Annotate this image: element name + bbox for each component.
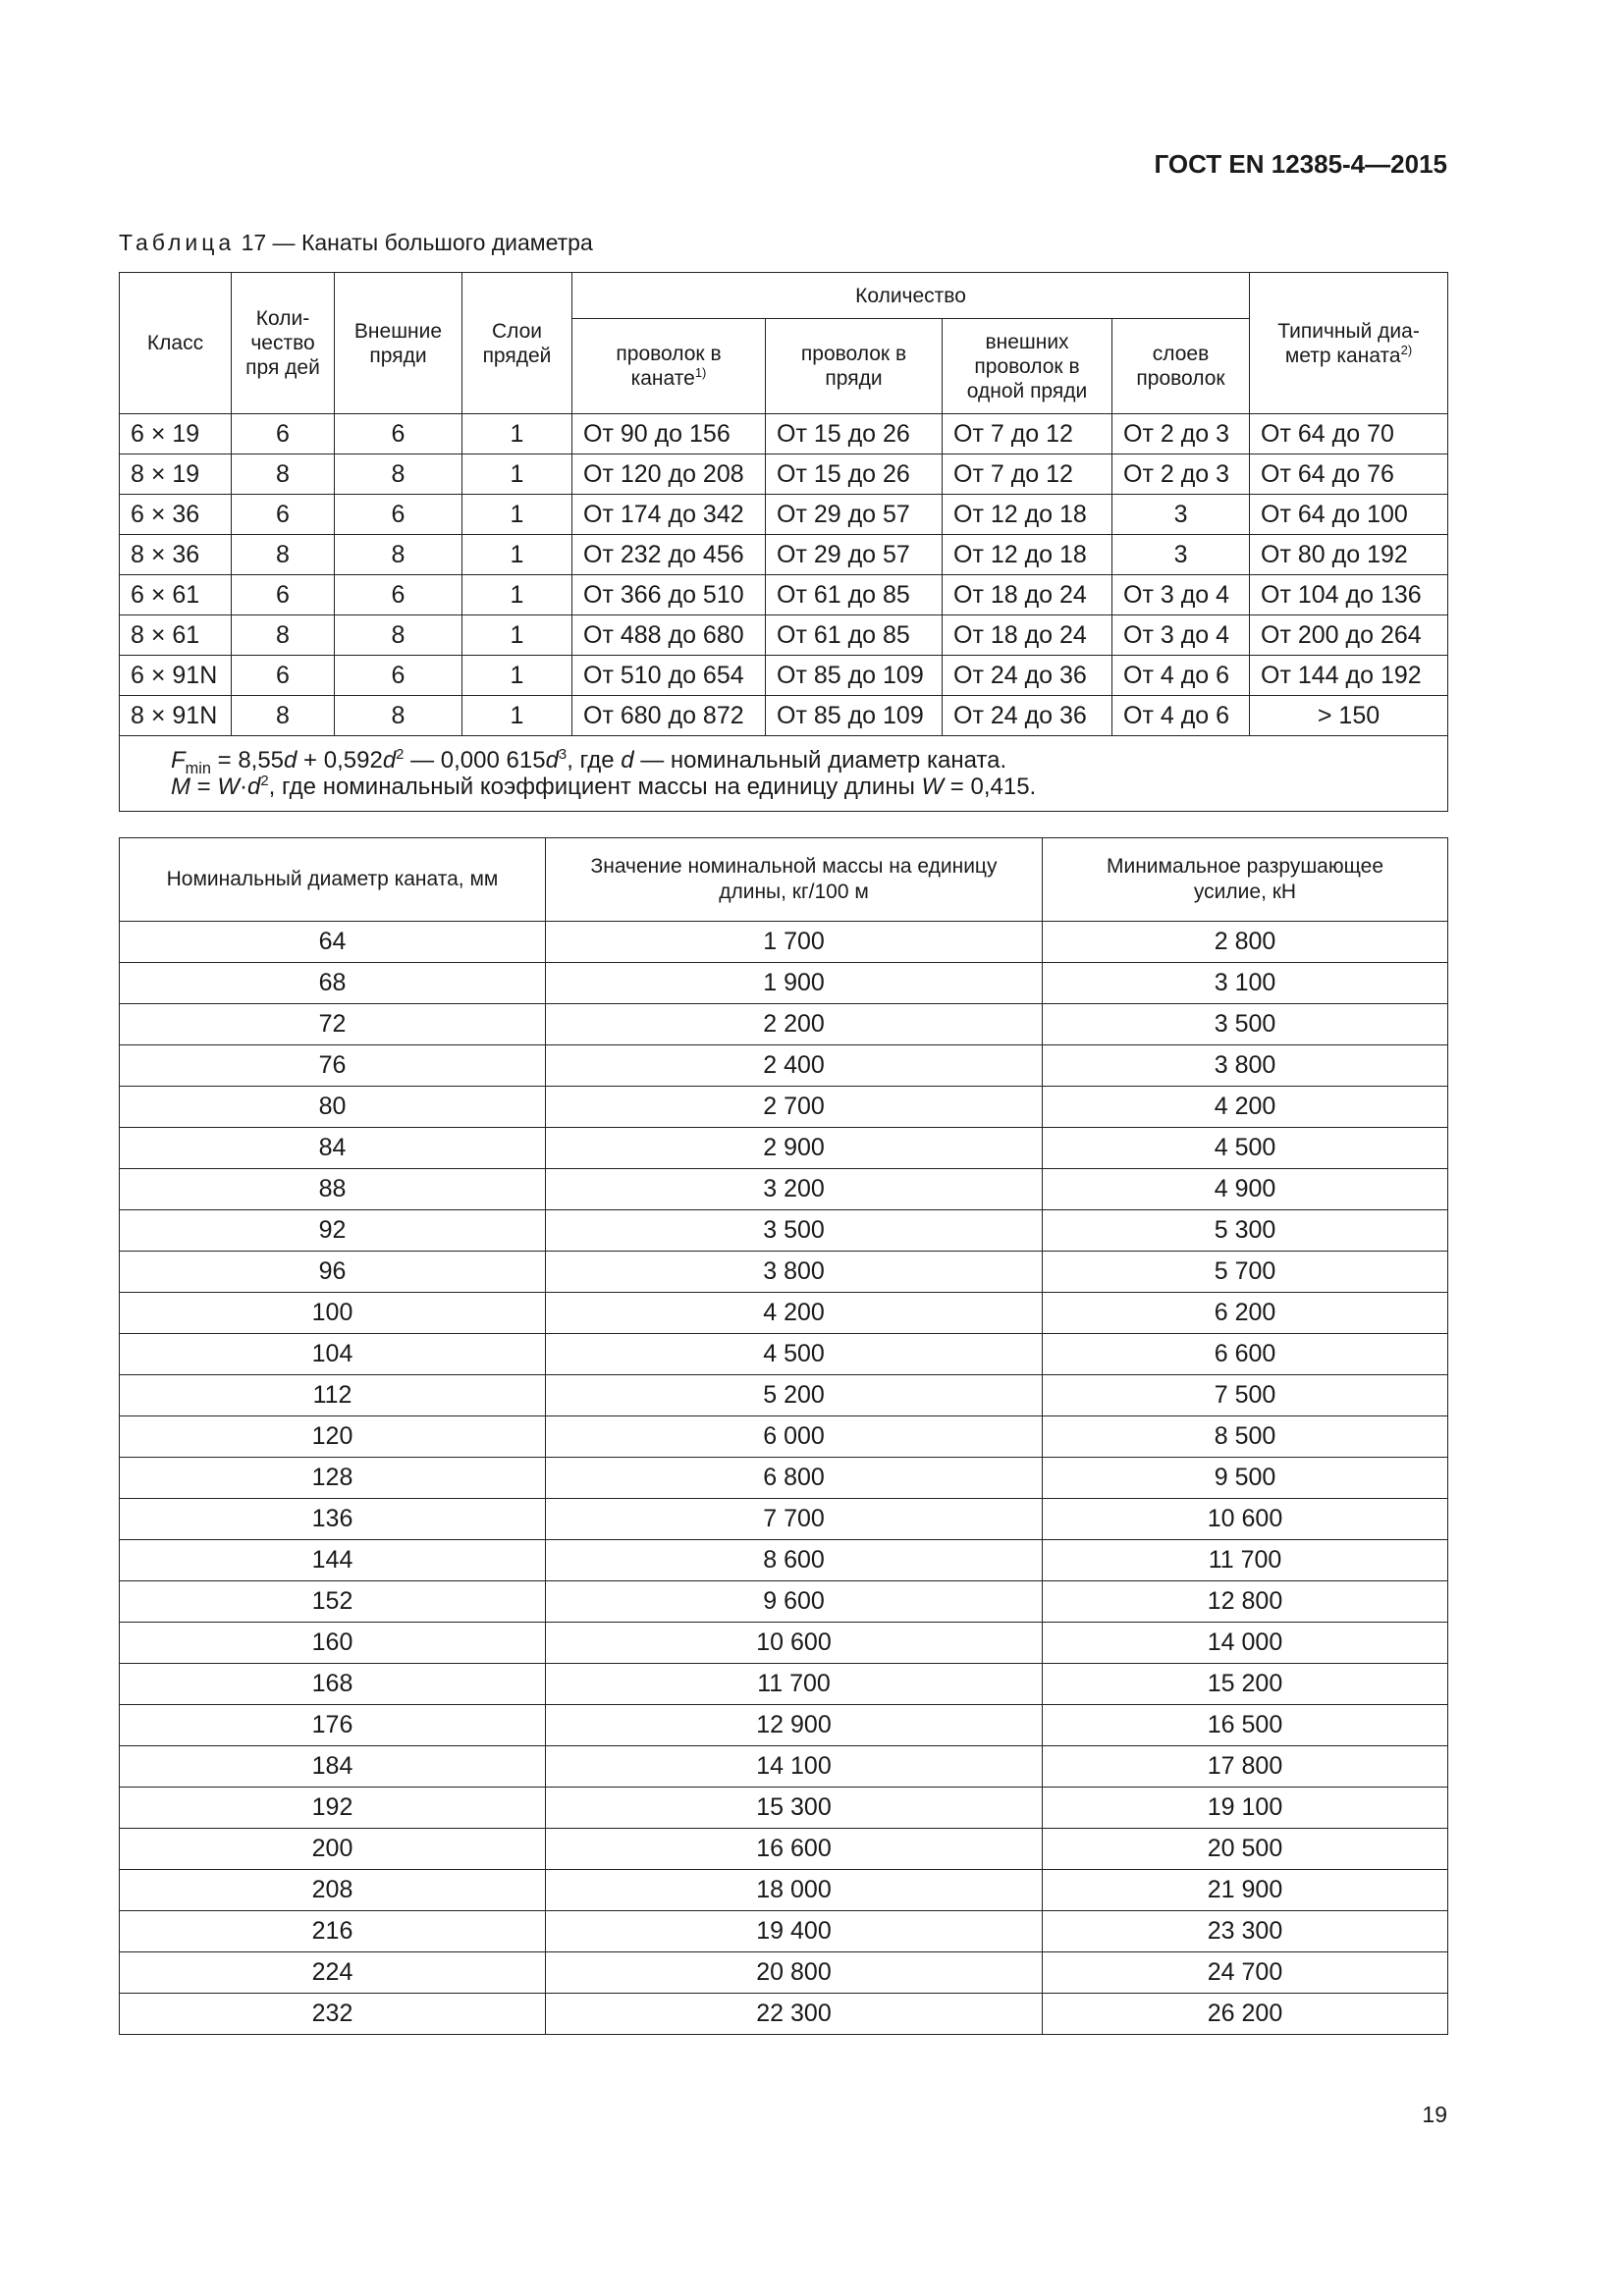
- table-cell: 92: [120, 1210, 546, 1252]
- table-cell: От 3 до 4: [1112, 615, 1250, 656]
- table-cell: 8: [335, 696, 462, 736]
- table-cell: 12 900: [546, 1705, 1043, 1746]
- table-cell: От 104 до 136: [1250, 575, 1448, 615]
- table-row: [120, 414, 1448, 454]
- table-cell: От 144 до 192: [1250, 656, 1448, 696]
- table-cell: От 488 до 680: [572, 615, 766, 656]
- mass-formula: $M = W\cdot d^2$, где номинальный коэффициент массы на единицу длины W = 0,415.: [171, 774, 1037, 800]
- table-cell: 1: [462, 495, 572, 535]
- table-cell: 184: [120, 1746, 546, 1788]
- table-cell: 1: [462, 454, 572, 495]
- table-cell: 15 200: [1043, 1664, 1448, 1705]
- table-row: [120, 1458, 1448, 1499]
- table-row: [120, 1004, 1448, 1045]
- table-row: [120, 1788, 1448, 1829]
- table-row: [120, 1293, 1448, 1334]
- table-cell: От 232 до 456: [572, 535, 766, 575]
- table-row: [120, 1252, 1448, 1293]
- table-cell: 3: [1112, 535, 1250, 575]
- table-cell: 8 × 91N: [120, 696, 232, 736]
- table-cell: 216: [120, 1911, 546, 1952]
- table-cell: 3: [1112, 495, 1250, 535]
- table-row: [120, 495, 1448, 535]
- table-row: [120, 454, 1448, 495]
- table-cell: 24 700: [1043, 1952, 1448, 1994]
- table-cell: От 12 до 18: [943, 535, 1112, 575]
- table-cell: 1: [462, 575, 572, 615]
- table-cell: 8 600: [546, 1540, 1043, 1581]
- table-cell: От 174 до 342: [572, 495, 766, 535]
- table-cell: От 64 до 100: [1250, 495, 1448, 535]
- table-cell: От 85 до 109: [766, 696, 943, 736]
- table-row: [120, 1746, 1448, 1788]
- table-cell: 6: [335, 414, 462, 454]
- header-class: Класс: [120, 273, 232, 414]
- table-cell: 84: [120, 1128, 546, 1169]
- table-cell: 8: [335, 454, 462, 495]
- table-cell: 192: [120, 1788, 546, 1829]
- table-cell: 208: [120, 1870, 546, 1911]
- table-row: [120, 1128, 1448, 1169]
- table-cell: 6: [232, 414, 335, 454]
- table-cell: От 7 до 12: [943, 454, 1112, 495]
- table-formula-note: [120, 736, 1448, 812]
- table-row: [120, 1416, 1448, 1458]
- table-row: [120, 1870, 1448, 1911]
- table-cell: 200: [120, 1829, 546, 1870]
- table-cell: От 29 до 57: [766, 535, 943, 575]
- table-cell: 20 800: [546, 1952, 1043, 1994]
- breaking-force-formula: $F_{min} = 8,55d + 0,592d^2$ — 0,000 $615d^3$, где d — номинальный диаметр каната.: [171, 747, 1007, 777]
- table-row: [120, 656, 1448, 696]
- table-cell: 72: [120, 1004, 546, 1045]
- table-row: [120, 1375, 1448, 1416]
- table-cell: 6: [232, 495, 335, 535]
- table-cell: От 29 до 57: [766, 495, 943, 535]
- page-number: 19: [1422, 2102, 1447, 2127]
- table-cell: 9 600: [546, 1581, 1043, 1623]
- table-cell: От 61 до 85: [766, 615, 943, 656]
- table-cell: 104: [120, 1334, 546, 1375]
- table-cell: 2 200: [546, 1004, 1043, 1045]
- table-cell: 4 500: [1043, 1128, 1448, 1169]
- header-wire-layers: слоев проволок: [1112, 319, 1250, 414]
- table-cell: 6: [232, 575, 335, 615]
- table-cell: 4 200: [546, 1293, 1043, 1334]
- table-cell: 12 800: [1043, 1581, 1448, 1623]
- table-cell: 8 × 61: [120, 615, 232, 656]
- header-nominal-mass: Значение номинальной массы на единицу длины, кг/100 м: [546, 838, 1043, 922]
- header-wires-in-rope: проволок в канате$^{1)}$: [572, 319, 766, 414]
- table-cell: От 18 до 24: [943, 575, 1112, 615]
- table-cell: 3 800: [546, 1252, 1043, 1293]
- table-cell: От 510 до 654: [572, 656, 766, 696]
- table-row: [120, 615, 1448, 656]
- table-row: [120, 1045, 1448, 1087]
- table-cell: 11 700: [546, 1664, 1043, 1705]
- table-cell: 14 000: [1043, 1623, 1448, 1664]
- table-cell: 2 400: [546, 1045, 1043, 1087]
- table-cell: 8 × 19: [120, 454, 232, 495]
- table-cell: 136: [120, 1499, 546, 1540]
- table-cell: 6 000: [546, 1416, 1043, 1458]
- table-caption-text: 17 — Канаты большого диаметра: [241, 230, 593, 255]
- table-cell: 224: [120, 1952, 546, 1994]
- header-outer-strands: Внешние пряди: [335, 273, 462, 414]
- table-cell: 64: [120, 922, 546, 963]
- header-strand-layers: Слои прядей: [462, 273, 572, 414]
- table-cell: 1 700: [546, 922, 1043, 963]
- document-code: ГОСТ EN 12385-4—2015: [1154, 149, 1447, 179]
- table-cell: 6: [335, 495, 462, 535]
- table-cell: От 64 до 70: [1250, 414, 1448, 454]
- table-row: [120, 1087, 1448, 1128]
- table-cell: От 4 до 6: [1112, 696, 1250, 736]
- header-outer-wires: внешних проволок в одной пряди: [943, 319, 1112, 414]
- table-cell: 76: [120, 1045, 546, 1087]
- table-cell: 19 100: [1043, 1788, 1448, 1829]
- table-cell: От 200 до 264: [1250, 615, 1448, 656]
- table-cell: 8: [232, 696, 335, 736]
- table-cell: 1: [462, 414, 572, 454]
- table-cell: 20 500: [1043, 1829, 1448, 1870]
- table-cell: 80: [120, 1087, 546, 1128]
- rope-class-table: [119, 272, 1448, 812]
- table-cell: 3 100: [1043, 963, 1448, 1004]
- table-cell: От 15 до 26: [766, 414, 943, 454]
- table-caption-label: Таблица: [119, 230, 236, 255]
- table-cell: От 2 до 3: [1112, 414, 1250, 454]
- table-cell: 5 700: [1043, 1252, 1448, 1293]
- table-row: [120, 1994, 1448, 2035]
- table-cell: От 61 до 85: [766, 575, 943, 615]
- table-cell: 160: [120, 1623, 546, 1664]
- table-cell: От 90 до 156: [572, 414, 766, 454]
- table-cell: 22 300: [546, 1994, 1043, 2035]
- table-cell: 21 900: [1043, 1870, 1448, 1911]
- header-nominal-diameter: Номинальный диаметр каната, мм: [120, 838, 546, 922]
- table-cell: 1: [462, 656, 572, 696]
- table-cell: 6: [335, 656, 462, 696]
- table-row: [120, 922, 1448, 963]
- table-row: [120, 1540, 1448, 1581]
- table-row: [120, 575, 1448, 615]
- table-cell: От 18 до 24: [943, 615, 1112, 656]
- table-cell: От 85 до 109: [766, 656, 943, 696]
- table-cell: От 680 до 872: [572, 696, 766, 736]
- table-cell: 6: [335, 575, 462, 615]
- table-cell: 100: [120, 1293, 546, 1334]
- table-cell: От 64 до 76: [1250, 454, 1448, 495]
- table-cell: 6 × 19: [120, 414, 232, 454]
- table-cell: 120: [120, 1416, 546, 1458]
- table-cell: 11 700: [1043, 1540, 1448, 1581]
- table-row: [120, 963, 1448, 1004]
- table-cell: 15 300: [546, 1788, 1043, 1829]
- table-cell: 6 600: [1043, 1334, 1448, 1375]
- table-cell: От 3 до 4: [1112, 575, 1250, 615]
- table-caption: [119, 230, 593, 256]
- table-cell: 1: [462, 696, 572, 736]
- table-cell: 144: [120, 1540, 546, 1581]
- table-cell: 3 500: [546, 1210, 1043, 1252]
- table-cell: 168: [120, 1664, 546, 1705]
- table-cell: От 2 до 3: [1112, 454, 1250, 495]
- table-cell: 88: [120, 1169, 546, 1210]
- table-cell: 3 500: [1043, 1004, 1448, 1045]
- table-cell: 5 200: [546, 1375, 1043, 1416]
- table-cell: 152: [120, 1581, 546, 1623]
- table-cell: 17 800: [1043, 1746, 1448, 1788]
- table-cell: От 12 до 18: [943, 495, 1112, 535]
- table-cell: 4 900: [1043, 1169, 1448, 1210]
- header-typical-diameter: Типичный диа- метр каната$^{2)}$: [1250, 273, 1448, 414]
- table-cell: 10 600: [1043, 1499, 1448, 1540]
- table-cell: От 80 до 192: [1250, 535, 1448, 575]
- table-cell: 8: [232, 535, 335, 575]
- table-cell: 26 200: [1043, 1994, 1448, 2035]
- table-cell: 2 800: [1043, 922, 1448, 963]
- table-row: [120, 535, 1448, 575]
- table-row: [120, 1952, 1448, 1994]
- table-cell: 232: [120, 1994, 546, 2035]
- table-cell: 68: [120, 963, 546, 1004]
- table-cell: 16 500: [1043, 1705, 1448, 1746]
- table-cell: От 15 до 26: [766, 454, 943, 495]
- table-cell: От 120 до 208: [572, 454, 766, 495]
- table-cell: 6 × 36: [120, 495, 232, 535]
- table-cell: 16 600: [546, 1829, 1043, 1870]
- table-row: [120, 1829, 1448, 1870]
- table-cell: От 24 до 36: [943, 656, 1112, 696]
- table-row: [120, 1911, 1448, 1952]
- table-cell: 3 800: [1043, 1045, 1448, 1087]
- table-cell: 128: [120, 1458, 546, 1499]
- table-cell: 19 400: [546, 1911, 1043, 1952]
- table-cell: 1: [462, 535, 572, 575]
- table-row: [120, 1334, 1448, 1375]
- table-cell: 23 300: [1043, 1911, 1448, 1952]
- table-cell: 8: [232, 454, 335, 495]
- table-cell: 96: [120, 1252, 546, 1293]
- table-row: [120, 1581, 1448, 1623]
- table-row: [120, 1499, 1448, 1540]
- table-row: [120, 1705, 1448, 1746]
- table-cell: 2 700: [546, 1087, 1043, 1128]
- table-cell: 176: [120, 1705, 546, 1746]
- table-cell: От 366 до 510: [572, 575, 766, 615]
- table-cell: 8 500: [1043, 1416, 1448, 1458]
- table-cell: От 4 до 6: [1112, 656, 1250, 696]
- table-cell: 1 900: [546, 963, 1043, 1004]
- table-cell: 8 × 36: [120, 535, 232, 575]
- table-cell: 6 × 61: [120, 575, 232, 615]
- table-cell: 112: [120, 1375, 546, 1416]
- table-cell: 7 500: [1043, 1375, 1448, 1416]
- table-cell: 6 800: [546, 1458, 1043, 1499]
- table-row: [120, 1623, 1448, 1664]
- rope-mass-force-table: [119, 837, 1448, 2035]
- table-cell: 6 200: [1043, 1293, 1448, 1334]
- table-cell: 6: [232, 656, 335, 696]
- table-cell: От 24 до 36: [943, 696, 1112, 736]
- table-cell: 3 200: [546, 1169, 1043, 1210]
- table-row: [120, 1210, 1448, 1252]
- table-cell: 6 × 91N: [120, 656, 232, 696]
- table-cell: 8: [335, 535, 462, 575]
- table-cell: От 7 до 12: [943, 414, 1112, 454]
- table-cell: 2 900: [546, 1128, 1043, 1169]
- table-cell: 4 500: [546, 1334, 1043, 1375]
- table-cell: 10 600: [546, 1623, 1043, 1664]
- header-strand-count: Коли- чество пря дей: [232, 273, 335, 414]
- table-row: [120, 696, 1448, 736]
- table-cell: 4 200: [1043, 1087, 1448, 1128]
- table-cell: 8: [335, 615, 462, 656]
- table-cell: 1: [462, 615, 572, 656]
- table-cell: 18 000: [546, 1870, 1043, 1911]
- table-cell: 8: [232, 615, 335, 656]
- table-cell: 7 700: [546, 1499, 1043, 1540]
- header-breaking-force: Минимальное разрушающее усилие, кН: [1043, 838, 1448, 922]
- header-quantity: Количество: [572, 273, 1250, 319]
- table-row: [120, 1664, 1448, 1705]
- header-wires-in-strand: проволок в пряди: [766, 319, 943, 414]
- table-row: [120, 1169, 1448, 1210]
- table-cell: > 150: [1250, 696, 1448, 736]
- table-cell: 5 300: [1043, 1210, 1448, 1252]
- table-cell: 9 500: [1043, 1458, 1448, 1499]
- table-cell: 14 100: [546, 1746, 1043, 1788]
